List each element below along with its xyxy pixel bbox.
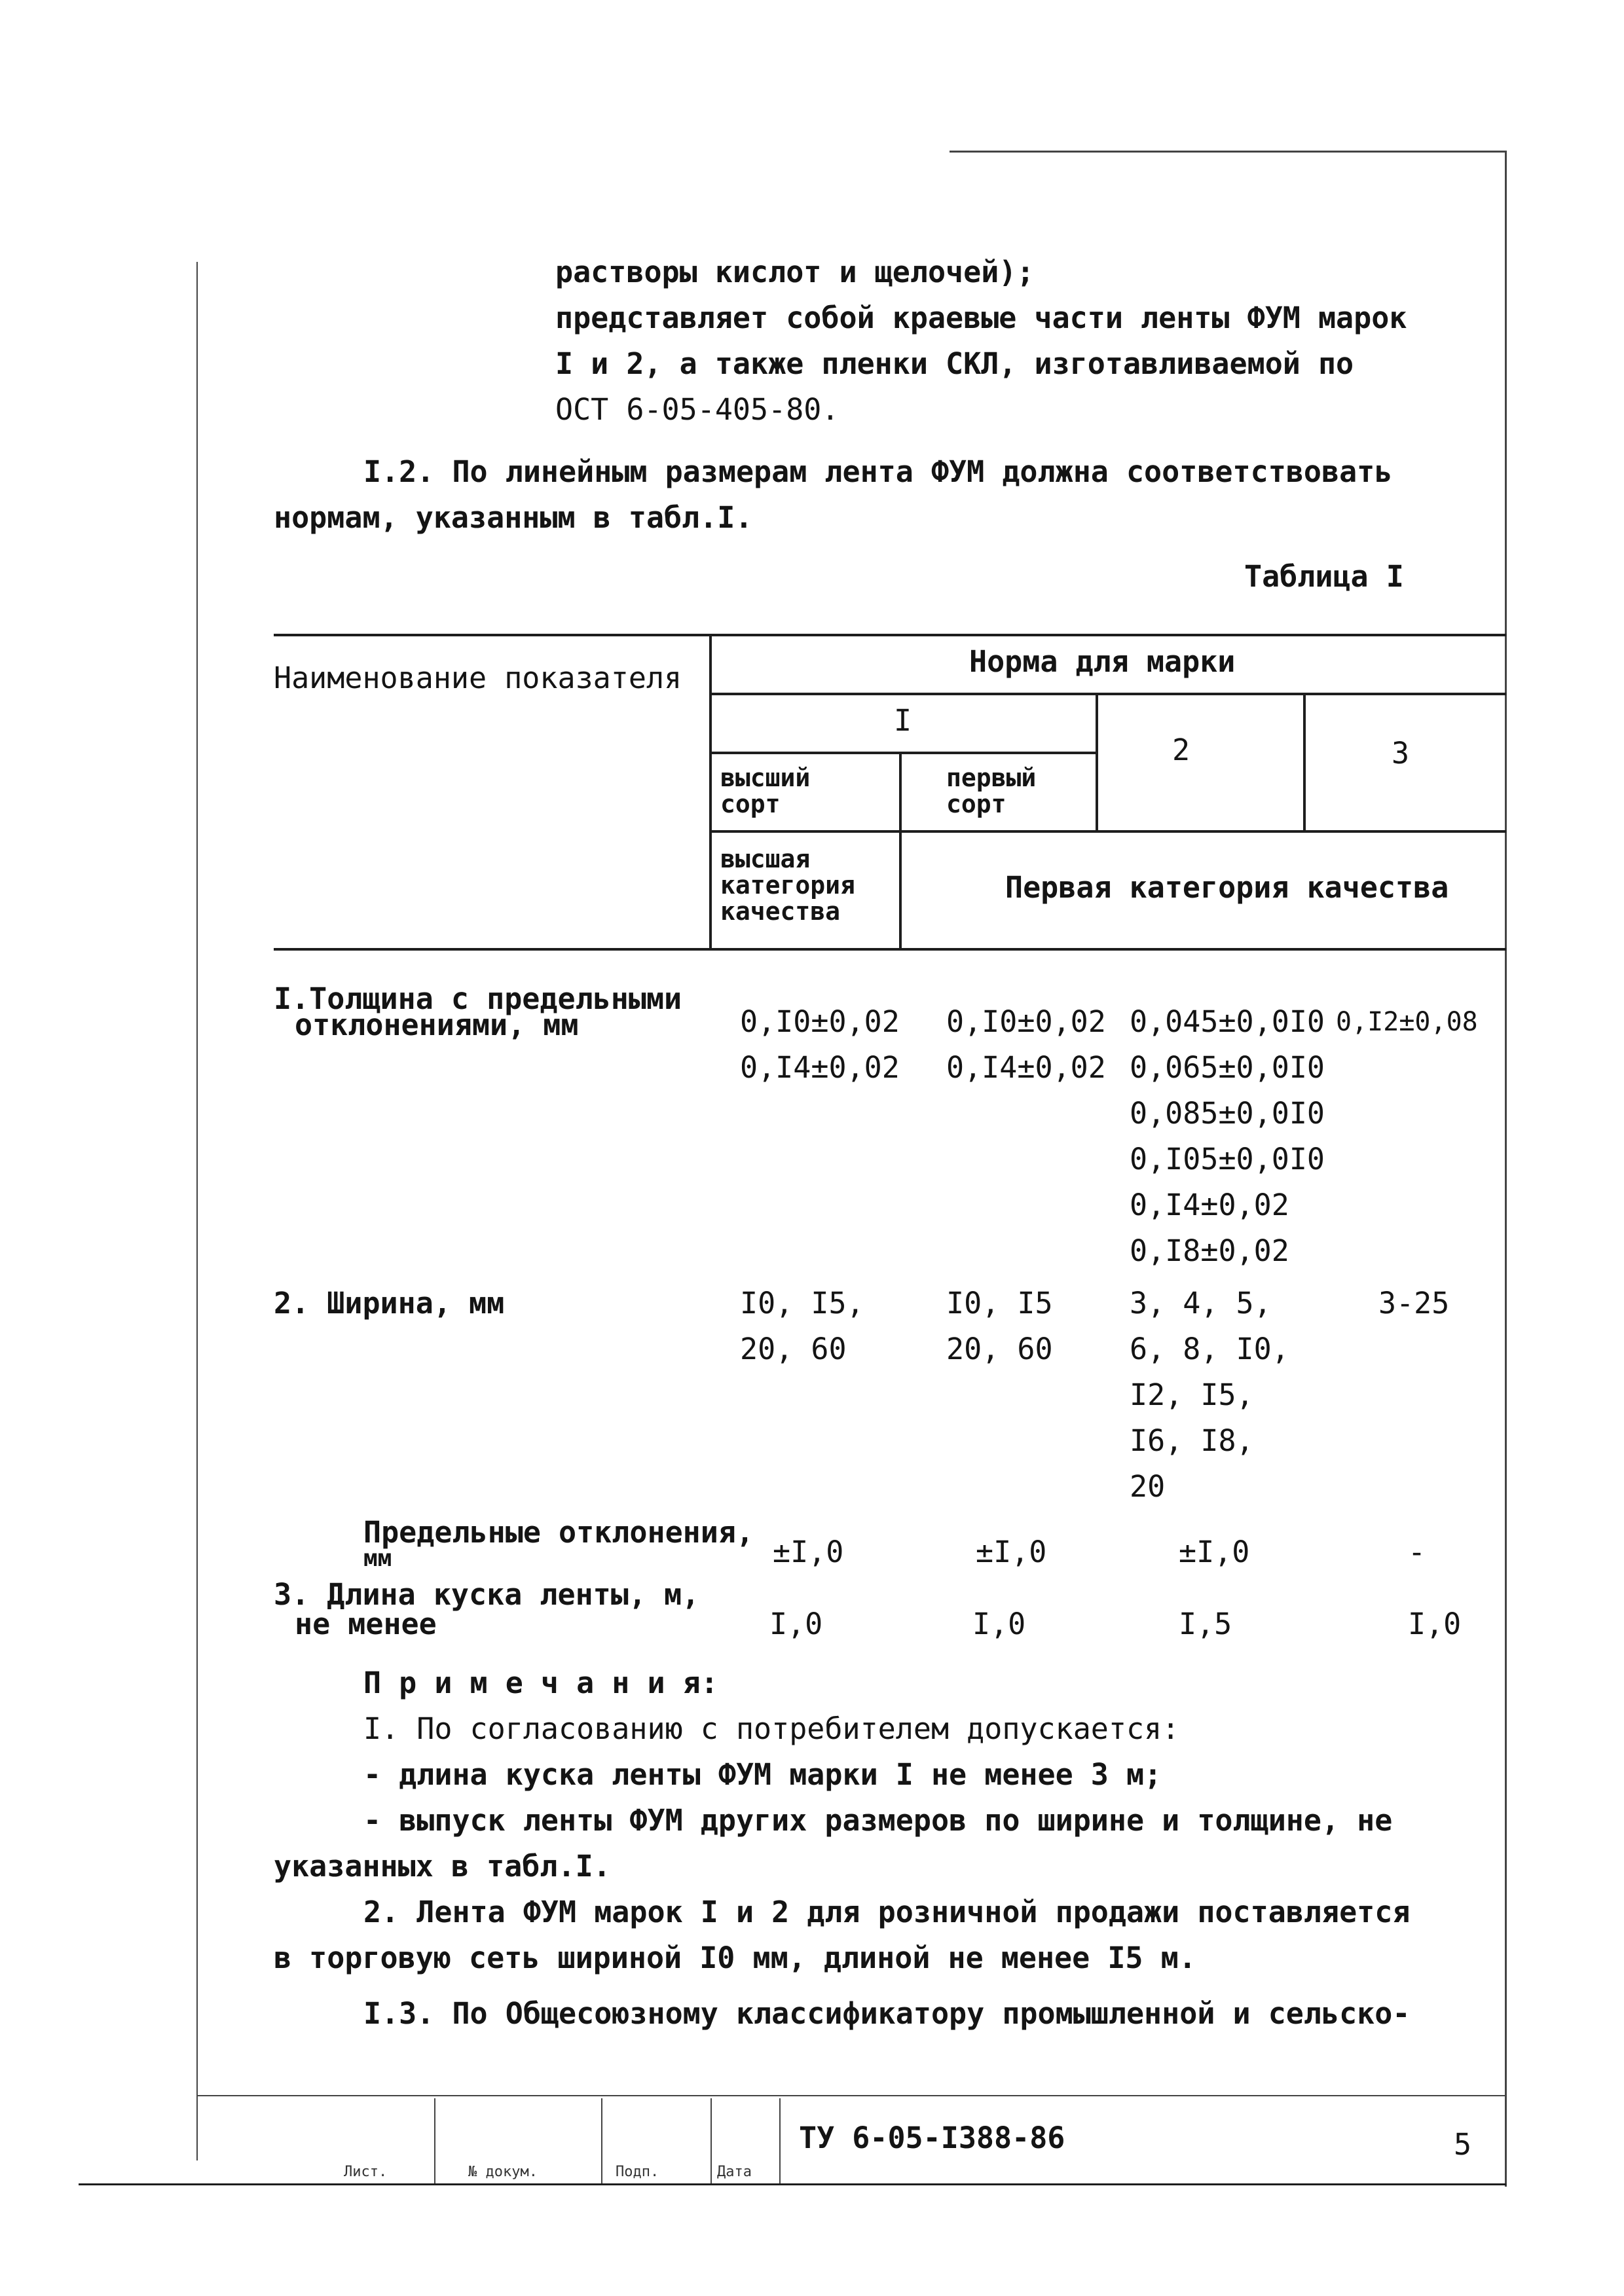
row1-c3-v1: 0,045±0,0I0 (1130, 1004, 1325, 1039)
row1-c2-v1: 0,I0±0,02 (946, 1004, 1106, 1039)
row1-c3-v4: 0,I05±0,0I0 (1130, 1142, 1325, 1176)
table-header-line-1 (710, 693, 1506, 695)
footer-doc-code: ТУ 6-05-I388-86 (799, 2121, 1065, 2155)
row1-c4-v1: 0,I2±0,08 (1336, 1007, 1478, 1037)
row3-c4: - (1408, 1535, 1426, 1569)
row2-c1-v1: I0, I5, (740, 1286, 864, 1321)
footer-col-sep-2 (601, 2098, 602, 2183)
row4-name-line2: не менее (295, 1607, 437, 1641)
row3-name-line2: мм (363, 1545, 392, 1572)
footer-col-sep-4 (779, 2098, 781, 2183)
row1-name-line2: отклонениями, мм (295, 1008, 579, 1042)
stamp-col-doc: № докум. (468, 2164, 538, 2180)
row2-c4-v1: 3-25 (1378, 1286, 1450, 1321)
header-grade-1: I (894, 703, 912, 738)
row2-c3-v1: 3, 4, 5, (1130, 1286, 1272, 1321)
header-cat-first: Первая категория качества (1005, 870, 1449, 905)
row2-c2-v2: 20, 60 (946, 1332, 1053, 1366)
note-1b-line-1: - выпуск ленты ФУМ других размеров по ширине и толщине, не (363, 1803, 1393, 1838)
footer-bottom-line (79, 2183, 1506, 2185)
row1-c3-v2: 0,065±0,0I0 (1130, 1050, 1325, 1085)
row2-c3-v3: I2, I5, (1130, 1377, 1254, 1412)
row1-c3-v3: 0,085±0,0I0 (1130, 1096, 1325, 1131)
row2-name: 2. Ширина, мм (274, 1286, 505, 1321)
footer-page-number: 5 (1454, 2127, 1472, 2162)
table-header-line-3 (710, 830, 1506, 833)
header-sort-top: высший сорт (720, 763, 811, 818)
note-1a: - длина куска ленты ФУМ марки I не менее 3 м; (363, 1757, 1162, 1792)
row2-c3-v4: I6, I8, (1130, 1423, 1254, 1458)
table-vline-2 (899, 752, 902, 948)
row4-c2: I,0 (972, 1607, 1026, 1641)
stamp-col-sheet: Лист. (344, 2164, 388, 2180)
header-indicator: Наименование показателя (274, 661, 682, 695)
frame-right-line (1505, 151, 1507, 2187)
notes-title: П р и м е ч а н и я: (363, 1666, 718, 1700)
intro-line-4: ОСТ 6-05-405-80. (555, 392, 840, 427)
header-grade-2: 2 (1172, 733, 1190, 767)
intro-line-1: растворы кислот и щелочей); (555, 255, 1035, 289)
stamp-col-sign: Подп. (616, 2164, 659, 2180)
para-1-2-line-1: I.2. По линейным размерам лента ФУМ должна соответствовать (363, 454, 1393, 489)
note-1: I. По согласованию с потребителем допускается: (363, 1711, 1180, 1746)
note-2-line-2: в торговую сеть шириной I0 мм, длиной не менее I5 м. (274, 1941, 1196, 1975)
intro-line-2: представляет собой краевые части ленты ФУМ марок (555, 301, 1407, 335)
note-1b-line-2: указанных в табл.I. (274, 1849, 611, 1884)
header-norm-for-grade: Норма для марки (969, 644, 1236, 679)
table-vline-4 (1303, 693, 1306, 830)
row4-c1: I,0 (769, 1607, 823, 1641)
row3-c2: ±I,0 (976, 1535, 1047, 1569)
intro-line-3: I и 2, а также пленки СКЛ, изготавливаемой по (555, 346, 1354, 381)
header-sort-first: первый сорт (946, 763, 1037, 818)
row1-c3-v6: 0,I8±0,02 (1130, 1233, 1289, 1268)
table-header-line-2 (710, 752, 1097, 754)
row3-c3: ±I,0 (1179, 1535, 1250, 1569)
row2-c3-v5: 20 (1130, 1469, 1166, 1504)
footer-col-sep-1 (434, 2098, 435, 2183)
header-grade-3: 3 (1392, 736, 1410, 771)
frame-top-line (950, 151, 1506, 153)
footer-col-sep-3 (710, 2098, 712, 2183)
table-label: Таблица I (1244, 559, 1404, 594)
row1-name-line1: I.Толщина с предельными (274, 981, 682, 1016)
row2-c2-v1: I0, I5 (946, 1286, 1053, 1321)
table-vline-1 (709, 634, 712, 948)
header-cat-top: высшая категория качества (720, 845, 855, 926)
table-vline-3 (1096, 693, 1098, 830)
row1-c1-v1: 0,I0±0,02 (740, 1004, 900, 1039)
note-2-line-1: 2. Лента ФУМ марок I и 2 для розничной продажи поставляется (363, 1895, 1411, 1929)
row4-c4: I,0 (1408, 1607, 1462, 1641)
row1-c1-v2: 0,I4±0,02 (740, 1050, 900, 1085)
stamp-col-date: Дата (717, 2164, 752, 2180)
row4-name-line1: 3. Длина куска ленты, м, (274, 1577, 700, 1612)
para-1-2-line-2: нормам, указанным в табл.I. (274, 500, 753, 535)
table-header-bottom-line (274, 948, 1506, 951)
row3-c1: ±I,0 (773, 1535, 844, 1569)
table-top-line (274, 634, 1506, 636)
row2-c3-v2: 6, 8, I0, (1130, 1332, 1289, 1366)
row2-c1-v2: 20, 60 (740, 1332, 847, 1366)
row1-c2-v2: 0,I4±0,02 (946, 1050, 1106, 1085)
row1-c3-v5: 0,I4±0,02 (1130, 1188, 1289, 1222)
row3-name-line1: Предельные отклонения, (363, 1515, 754, 1550)
row4-c3: I,5 (1179, 1607, 1232, 1641)
para-1-3: I.3. По Общесоюзному классификатору промышленной и сельско- (363, 1996, 1411, 2031)
frame-left-line (196, 262, 198, 2160)
footer-top-line (196, 2095, 1506, 2096)
